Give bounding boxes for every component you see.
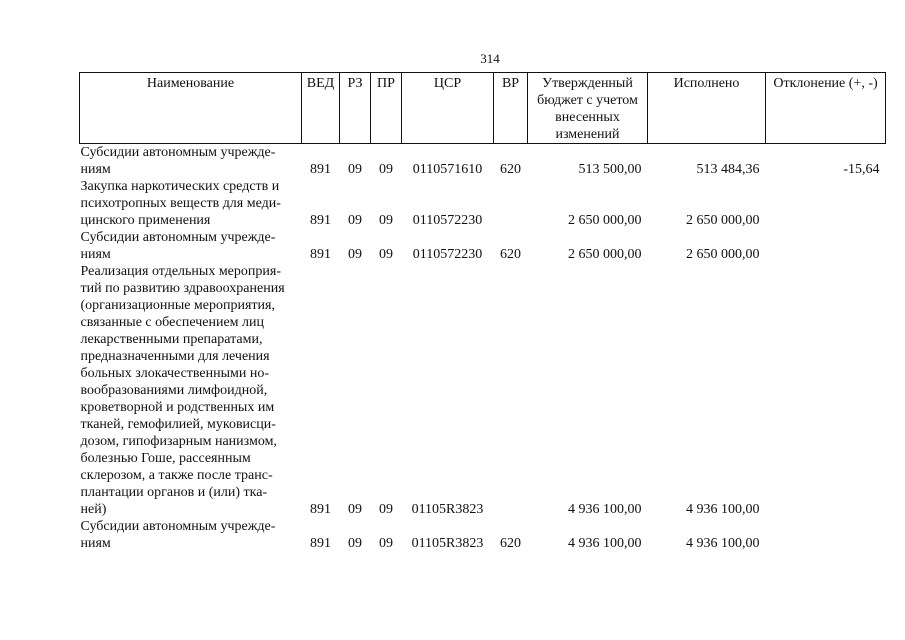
cell-name — [80, 263, 302, 518]
cell-csr: 0110571610 — [412, 162, 483, 177]
cell-approved: 2 650 000,00 — [568, 213, 642, 228]
cell-pr: 09 — [379, 502, 393, 517]
name-line: Субсидии автономным учрежде- — [80, 230, 276, 245]
header-name: Наименование — [80, 73, 302, 144]
cell-rz: 09 — [348, 213, 362, 228]
cell-executed: 4 936 100,00 — [686, 502, 760, 517]
cell-pr: 09 — [379, 536, 393, 551]
name-line: предназначенными для лечения — [80, 349, 270, 364]
cell-name — [80, 144, 302, 179]
table-header — [80, 73, 886, 144]
cell-ved: 891 — [310, 162, 331, 177]
cell-pr: 09 — [379, 162, 393, 177]
cell-name — [80, 229, 302, 263]
name-line: Субсидии автономным учрежде- — [80, 145, 276, 160]
cell-executed: 2 650 000,00 — [686, 247, 760, 262]
cell-executed: 513 484,36 — [696, 162, 760, 177]
header-rz: РЗ — [340, 73, 371, 144]
name-line: ниям — [80, 162, 111, 177]
cell-ved: 891 — [310, 213, 331, 228]
cell-deviation — [766, 518, 886, 552]
name-line: Реализация отдельных мероприя- — [80, 264, 281, 279]
page-number: 314 — [480, 51, 500, 66]
cell-csr: 01105R3823 — [411, 502, 484, 517]
header-vr: ВР — [494, 73, 528, 144]
name-line: (организационные мероприятия, — [80, 298, 275, 313]
cell-vr: 620 — [500, 247, 521, 262]
cell-approved: 513 500,00 — [578, 162, 642, 177]
cell-vr: 620 — [500, 536, 521, 551]
name-line: Закупка наркотических средств и — [80, 179, 280, 194]
header-csr: ЦСР — [402, 73, 494, 144]
name-line: ниям — [80, 247, 111, 262]
name-line: болезнью Гоше, рассеянным — [80, 451, 251, 466]
table-row — [80, 229, 886, 263]
name-line: цинского применения — [80, 213, 211, 228]
cell-deviation: -15,64 — [843, 162, 880, 177]
cell-pr: 09 — [379, 247, 393, 262]
cell-csr: 0110572230 — [412, 247, 483, 262]
header-executed: Исполнено — [648, 73, 766, 144]
budget-table — [79, 72, 886, 552]
cell-pr: 09 — [379, 213, 393, 228]
header-approved: Утвержденный бюджет с учетом внесенных изменений — [528, 73, 648, 144]
cell-rz: 09 — [348, 502, 362, 517]
name-line: связанные с обеспечением лиц — [80, 315, 264, 330]
cell-deviation — [766, 178, 886, 229]
cell-ved: 891 — [310, 502, 331, 517]
cell-executed: 4 936 100,00 — [686, 536, 760, 551]
name-line: психотропных веществ для меди- — [80, 196, 281, 211]
table-row — [80, 144, 886, 179]
name-line: лекарственными препаратами, — [80, 332, 263, 347]
cell-ved: 891 — [310, 536, 331, 551]
name-line: кроветворной и родственных им — [80, 400, 275, 415]
cell-vr — [494, 178, 528, 229]
cell-rz: 09 — [348, 536, 362, 551]
name-line: больных злокачественными но- — [80, 366, 270, 381]
name-line: ниям — [80, 536, 111, 551]
name-line: ней) — [80, 502, 107, 517]
cell-rz: 09 — [348, 162, 362, 177]
cell-deviation — [766, 229, 886, 263]
cell-rz: 09 — [348, 247, 362, 262]
cell-executed: 2 650 000,00 — [686, 213, 760, 228]
cell-csr: 01105R3823 — [411, 536, 484, 551]
cell-approved: 4 936 100,00 — [568, 536, 642, 551]
cell-csr: 0110572230 — [412, 213, 483, 228]
cell-name — [80, 178, 302, 229]
table-body — [80, 144, 886, 553]
cell-vr — [494, 263, 528, 518]
name-line: вообразованиями лимфоидной, — [80, 383, 268, 398]
cell-approved: 4 936 100,00 — [568, 502, 642, 517]
table-row — [80, 263, 886, 518]
table-row — [80, 178, 886, 229]
cell-name — [80, 518, 302, 552]
name-line: Субсидии автономным учрежде- — [80, 519, 276, 534]
name-line: тий по развитию здравоохранения — [80, 281, 285, 296]
cell-ved: 891 — [310, 247, 331, 262]
table-row — [80, 518, 886, 552]
cell-approved: 2 650 000,00 — [568, 247, 642, 262]
name-line: склерозом, а также после транс- — [80, 468, 273, 483]
header-ved: ВЕД — [302, 73, 340, 144]
name-line: дозом, гипофизарным нанизмом, — [80, 434, 277, 449]
name-line: плантации органов и (или) тка- — [80, 485, 268, 500]
header-pr: ПР — [371, 73, 402, 144]
cell-deviation — [766, 263, 886, 518]
header-deviation: Отклонение (+, -) — [766, 73, 886, 144]
cell-vr: 620 — [500, 162, 521, 177]
name-line: тканей, гемофилией, муковисци- — [80, 417, 276, 432]
